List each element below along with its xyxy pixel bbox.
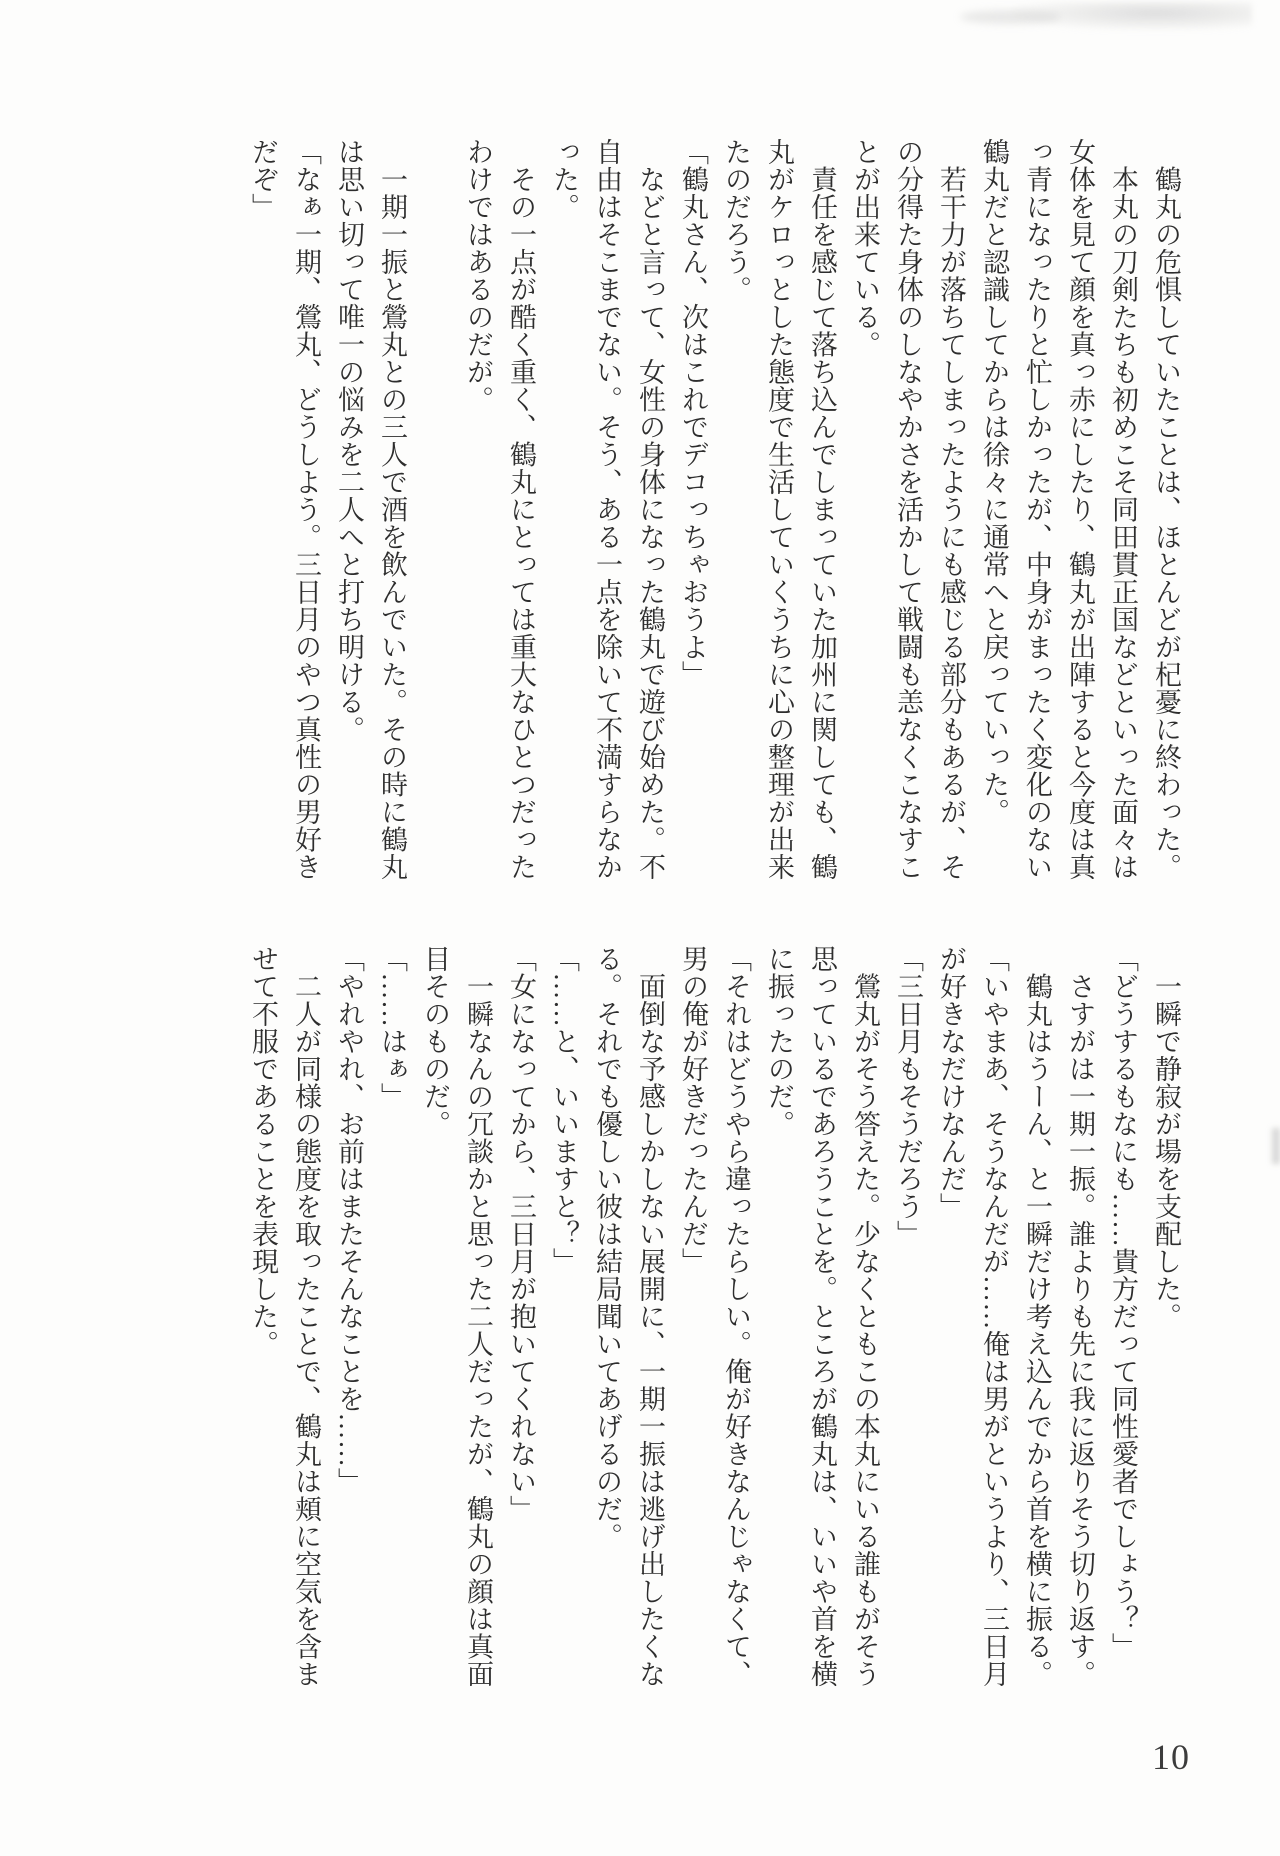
text-block-bottom (241, 945, 1187, 1737)
text-line: 鶴丸はうーん、と一瞬だけ考え込んでから首を横に振る。 (1022, 945, 1052, 1688)
scan-artifact (1272, 1128, 1280, 1164)
text-line: 「やれやれ、お前はまたそんなことを……」 (334, 945, 364, 1495)
text-line: った。 (549, 138, 579, 221)
text-line: などと言って、女性の身体になった鶴丸で遊び始めた。不 (635, 138, 665, 881)
text-line: 鶯丸がそう答えた。少なくともこの本丸にいる誰もがそう (850, 945, 880, 1688)
text-line: 女体を見て顔を真っ赤にしたり、鶴丸が出陣すると今度は真 (1065, 138, 1095, 881)
text-line: その一点が酷く重く、鶴丸にとっては重大なひとつだった (506, 138, 536, 881)
page-number: 10 (1152, 1737, 1190, 1777)
scan-artifact (960, 10, 1060, 24)
text-line: る。それでも優しい彼は結局聞いてあげるのだ。 (592, 945, 622, 1550)
text-line: は思い切って唯一の悩みを二人へと打ち明ける。 (334, 138, 364, 743)
text-line: の分得た身体のしなやかさを活かして戦闘も恙なくこなすこ (893, 138, 923, 881)
text-line: 若干力が落ちてしまったようにも感じる部分もあるが、そ (936, 138, 966, 881)
text-block-top (241, 138, 1187, 930)
text-line: せて不服であることを表現した。 (248, 945, 278, 1358)
text-line: わけではあるのだが。 (463, 138, 493, 413)
text-line: 鶴丸だと認識してからは徐々に通常へと戻っていった。 (979, 138, 1009, 826)
text-line: 鶴丸の危惧していたことは、ほとんどが杞憂に終わった。 (1151, 138, 1181, 881)
text-line: 「女になってから、三日月が抱いてくれない」 (506, 945, 536, 1523)
text-line: っ青になったりと忙しかったが、中身がまったく変化のない (1022, 138, 1052, 881)
text-line: 「いやまあ、そうなんだが……俺は男がというより、三日月 (979, 945, 1009, 1688)
text-line: 一瞬なんの冗談かと思った二人だったが、鶴丸の顔は真面 (463, 945, 493, 1688)
text-line: に振ったのだ。 (764, 945, 794, 1138)
text-line: 「それはどうやら違ったらしい。俺が好きなんじゃなくて、 (721, 945, 751, 1688)
text-line: 思っているであろうことを。ところが鶴丸は、いいや首を横 (807, 945, 837, 1688)
scan-artifact (1012, 2, 1252, 30)
text-line: 一瞬で静寂が場を支配した。 (1151, 945, 1181, 1330)
text-line: が好きなだけなんだ」 (936, 945, 966, 1220)
text-line: 「三日月もそうだろう」 (893, 945, 923, 1248)
text-line: 二人が同様の態度を取ったことで、鶴丸は頬に空気を含ま (291, 945, 321, 1688)
text-line: とが出来ている。 (850, 138, 880, 358)
text-line: 「なぁ一期、鶯丸、どうしよう。三日月のやつ真性の男好き (291, 138, 321, 881)
text-line: 目そのものだ。 (420, 945, 450, 1138)
text-line: 「鶴丸さん、次はこれでデコっちゃおうよ」 (678, 138, 708, 688)
text-line: 自由はそこまでない。そう、ある一点を除いて不満すらなか (592, 138, 622, 881)
text-line: 一期一振と鶯丸との三人で酒を飲んでいた。その時に鶴丸 (377, 138, 407, 881)
text-line: たのだろう。 (721, 138, 751, 303)
text-line: 男の俺が好きだったんだ」 (678, 945, 708, 1275)
text-line: さすがは一期一振。誰よりも先に我に返りそう切り返す。 (1065, 945, 1095, 1688)
text-line: 「……はぁ」 (377, 945, 407, 1110)
text-line: 「どうするもなにも……貴方だって同性愛者でしょう？」 (1108, 945, 1138, 1660)
text-line: 面倒な予感しかしない展開に、一期一振は逃げ出したくな (635, 945, 665, 1688)
text-line: 本丸の刀剣たちも初めこそ同田貫正国などといった面々は (1108, 138, 1138, 881)
text-line: 責任を感じて落ち込んでしまっていた加州に関しても、鶴 (807, 138, 837, 881)
blank-line (413, 138, 456, 930)
text-line: 「……と、いいますと？」 (549, 945, 579, 1275)
text-line: だぞ」 (248, 138, 278, 221)
text-line: 丸がケロっとした態度で生活していくうちに心の整理が出来 (764, 138, 794, 881)
